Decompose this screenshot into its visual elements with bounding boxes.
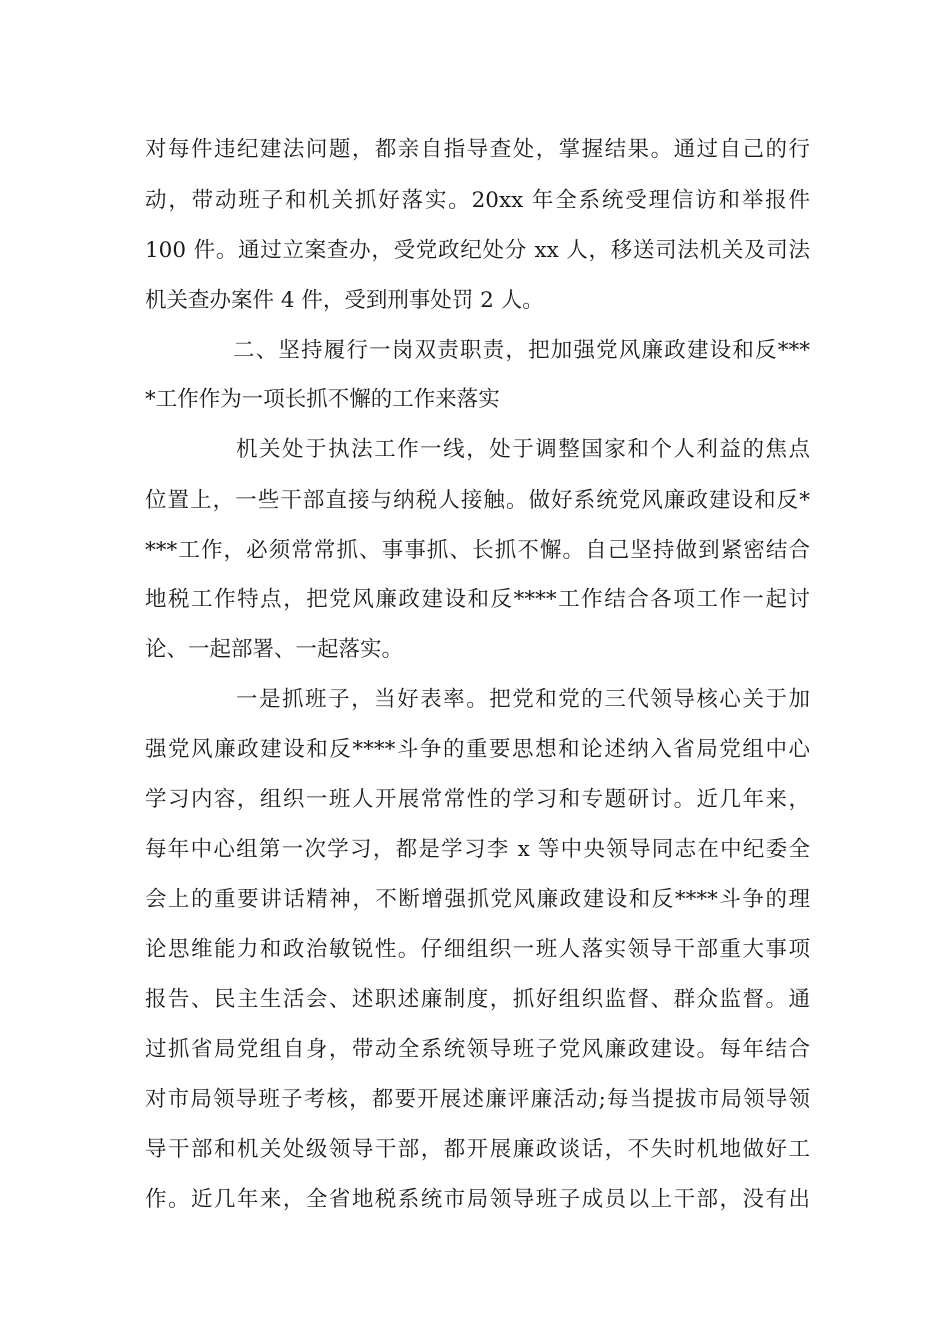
text-line: 对市局领导班子考核，都要开展述廉评廉活动;每当提拔市局领导领 xyxy=(145,1087,810,1112)
text-line: 论思维能力和政治敏锐性。仔细组织一班人落实领导干部重大事项 xyxy=(145,937,810,962)
text-line: 一是抓班子，当好表率。把党和党的三代领导核心关于加 xyxy=(236,687,810,712)
text-line: 会上的重要讲话精神，不断增强抓党风廉政建设和反****斗争的理 xyxy=(145,887,810,912)
text-line: 动，带动班子和机关抓好落实。20xx 年全系统受理信访和举报件 xyxy=(145,188,810,213)
text-line: 学习内容，组织一班人开展常常性的学习和专题研讨。近几年来， xyxy=(145,787,810,812)
text-line: 强党风廉政建设和反****斗争的重要思想和论述纳入省局党组中心 xyxy=(145,737,810,762)
text-line: 导干部和机关处级领导干部，都开展廉政谈话，不失时机地做好工 xyxy=(145,1137,810,1162)
text-line: 100 件。通过立案查办，受党政纪处分 xx 人，移送司法机关及司法 xyxy=(145,238,810,263)
text-line: 作。近几年来，全省地税系统市局领导班子成员以上干部，没有出 xyxy=(145,1187,810,1212)
text-line: 地税工作特点，把党风廉政建设和反****工作结合各项工作一起讨 xyxy=(145,587,810,612)
text-line: 机关查办案件 4 件，受到刑事处罚 2 人。 xyxy=(145,288,544,313)
text-line: 报告、民主生活会、述职述廉制度，抓好组织监督、群众监督。通 xyxy=(145,987,810,1012)
text-line: 论、一起部署、一起落实。 xyxy=(145,637,404,662)
text-line: 每年中心组第一次学习，都是学习李 x 等中央领导同志在中纪委全 xyxy=(145,837,810,862)
text-line: 过抓省局党组自身，带动全系统领导班子党风廉政建设。每年结合 xyxy=(145,1037,810,1062)
text-line: ***工作，必须常常抓、事事抓、长抓不懈。自己坚持做到紧密结合 xyxy=(145,538,810,563)
text-line: 机关处于执法工作一线，处于调整国家和个人利益的焦点 xyxy=(236,437,810,462)
text-line: 二、坚持履行一岗双责职责，把加强党风廉政建设和反*** xyxy=(233,338,810,363)
text-line: *工作作为一项长抓不懈的工作来落实 xyxy=(145,387,500,412)
text-line: 对每件违纪建法问题，都亲自指导查处，掌握结果。通过自己的行 xyxy=(145,137,810,162)
text-line: 位置上，一些干部直接与纳税人接触。做好系统党风廉政建设和反* xyxy=(145,488,810,513)
